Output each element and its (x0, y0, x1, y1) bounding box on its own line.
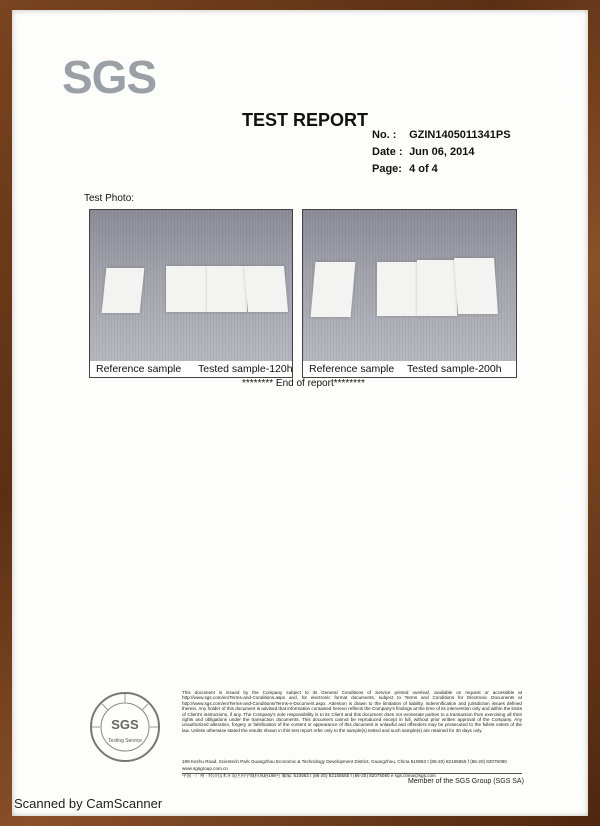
end-of-report: ******** End of report******** (242, 378, 365, 389)
report-page-label: Page: (372, 163, 402, 175)
photo-caption: Tested sample-120h (198, 363, 293, 375)
terms-fine-print: This document is issued by the Company subject to its General Conditions of Service printed overleaf, available on request or accessible at http://www.sgs.com/en/Terms-and-Conditions.aspx and, for electronic format documents, subject to Terms and Conditions for Electronic Documents at http://www.sgs.com/en/Terms-and-Conditions/Terms-e-Document.aspx. Attention is drawn to the limitation of liability, indemnification and jurisdiction issues defined therein. Any holder of this document is advised that information contained hereon reflects the Company's findings at the time of its intervention only and within the limits of Client's instructions, if any. The Company's sole responsibility is to its Client and this document does not exonerate parties to a transaction from exercising all their rights and obligations under the transaction documents. This document cannot be reproduced except in full, without prior written approval of the Company. Any unauthorized alteration, forgery or falsification of the content or appearance of this document is unlawful and offenders may be prosecuted to the fullest extent of the law. Unless otherwise stated the results shown in this test report refer only to the sample(s) tested and such sample(s) are retained for 30 days only. (182, 690, 522, 733)
company-address (182, 758, 522, 779)
seal-logo-text: SGS (111, 717, 139, 732)
report-date-value: Jun 06, 2014 (409, 146, 475, 158)
sgs-group-member: Member of the SGS Group (SGS SA) (408, 778, 524, 785)
tested-sample-panel (377, 262, 417, 316)
footer-rule (182, 773, 522, 774)
scanner-watermark: Scanned by CamScanner (14, 796, 163, 811)
report-number-value: GZIN1405011341PS (409, 129, 511, 141)
report-title: TEST REPORT (242, 110, 369, 130)
test-photo-200h (302, 209, 517, 363)
tested-sample-panel (244, 266, 288, 312)
test-photo-120h (89, 209, 293, 363)
photo-caption: Tested sample-200h (407, 363, 502, 375)
sgs-seal-stamp (88, 690, 162, 764)
photo-caption: Reference sample (96, 363, 182, 375)
report-date (372, 146, 475, 158)
tested-sample-panel (207, 266, 247, 312)
tested-sample-panel (417, 260, 457, 316)
test-photo-label: Test Photo: (84, 193, 135, 204)
sgs-logo: SGS (62, 51, 157, 103)
address-line-cn: 中国 · 广州 · 经济技术开发区科学城科珠路198号 邮编: 510663 t (86-20) 82155555 f (86-20) 82075080 e sgs.china@sgs.com (182, 773, 436, 778)
photo-caption: Reference sample (309, 363, 395, 375)
report-page-value: 4 of 4 (409, 163, 438, 175)
photo-caption-row (89, 361, 293, 378)
photo-caption-row (302, 361, 517, 378)
report-number (372, 129, 511, 141)
report-page (372, 163, 438, 175)
report-date-label: Date : (372, 146, 403, 158)
report-number-label: No. : (372, 129, 397, 141)
reference-sample-image (311, 262, 356, 317)
tested-sample-panel (166, 266, 208, 312)
tested-sample-panel (454, 258, 498, 314)
seal-sub-text: Testing Service (108, 738, 142, 744)
address-line-en: 198 Kezhu Road, Scientech Park Guangzhou Economic & Technology Development District, Guangzhou, China 510663 t (86-20) 82155555 f (86-20) 82075080 www.sgsgroup.com.cn (182, 759, 507, 771)
reference-sample-image (102, 268, 145, 313)
